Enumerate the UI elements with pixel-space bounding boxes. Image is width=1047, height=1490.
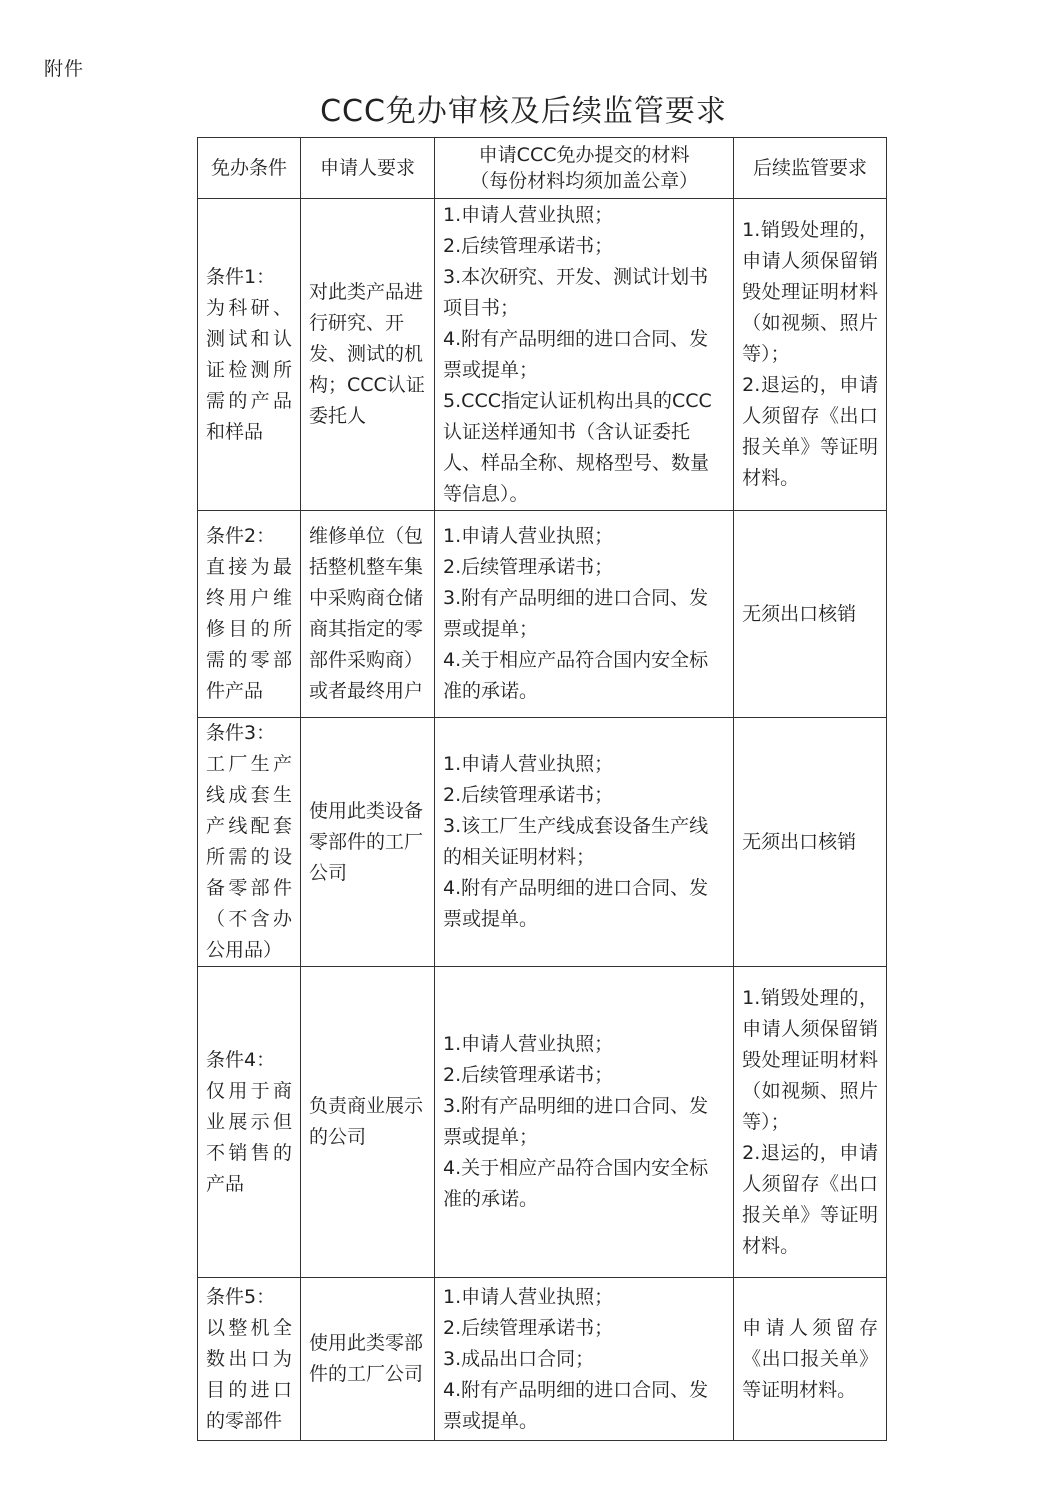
material-item: 4.关于相应产品符合国内安全标准的承诺。 (443, 649, 709, 702)
material-item: 4.附有产品明细的进口合同、发票或提单； (443, 327, 709, 381)
header-materials-title: 申请CCC免办提交的材料 (478, 144, 690, 166)
header-materials (435, 138, 734, 199)
material-item: 3.成品出口合同； (443, 1347, 595, 1370)
supervision-item: 无须出口核销 (742, 602, 857, 625)
supervision-item: 1.销毁处理的，申请人须保留销毁处理证明材料（如视频、照片等）； (742, 986, 878, 1133)
material-item: 5.CCC指定认证机构出具的CCC认证送样通知书（含认证委托人、样品全称、规格型号、数量等信息）。 (443, 389, 712, 505)
material-item: 1.申请人营业执照； (443, 1285, 614, 1308)
condition-text: 以整机全数出口为目的进口的零部件 (206, 1316, 293, 1432)
material-item: 4.附有产品明细的进口合同、发票或提单。 (443, 877, 709, 930)
condition-label: 条件1： (206, 265, 276, 288)
applicant-cell: 维修单位（包括整机整车集中采购商仓储商其指定的零部件采购商）或者最终用户 (301, 511, 435, 718)
applicant-cell: 对此类产品进行研究、开发、测试的机构；CCC认证委托人 (301, 199, 435, 511)
table-row (198, 967, 887, 1278)
supervision-cell (734, 1278, 887, 1441)
table-row (198, 1278, 887, 1441)
material-item: 4.附有产品明细的进口合同、发票或提单。 (443, 1378, 709, 1432)
condition-cell (198, 511, 301, 718)
condition-text: 为科研、测试和认证检测所需的产品和样品 (206, 296, 293, 443)
condition-cell (198, 967, 301, 1278)
table-row (198, 511, 887, 718)
supervision-cell (734, 511, 887, 718)
material-item: 2.后续管理承诺书； (443, 1064, 614, 1086)
material-item: 3.附有产品明细的进口合同、发票或提单； (443, 1095, 709, 1148)
header-applicant: 申请人要求 (301, 138, 435, 199)
applicant-cell: 负责商业展示的公司 (301, 967, 435, 1278)
material-item: 4.关于相应产品符合国内安全标准的承诺。 (443, 1157, 709, 1210)
header-materials-note: （每份材料均须加盖公章） (470, 170, 699, 192)
table-row (198, 718, 887, 967)
supervision-item: 无须出口核销 (742, 830, 857, 853)
applicant-cell: 使用此类零部件的工厂公司 (301, 1278, 435, 1441)
document-title: CCC免办审核及后续监管要求 (320, 94, 727, 129)
applicant-cell: 使用此类设备零部件的工厂公司 (301, 718, 435, 967)
supervision-cell (734, 718, 887, 967)
materials-cell (435, 1278, 734, 1441)
header-condition: 免办条件 (198, 138, 301, 199)
supervision-item: 2.退运的，申请人须留存《出口报关单》等证明材料。 (742, 374, 878, 489)
condition-label: 条件3： (206, 722, 276, 744)
condition-label: 条件4： (206, 1048, 276, 1071)
materials-cell (435, 718, 734, 967)
requirements-table (197, 137, 887, 1441)
supervision-cell (734, 967, 887, 1278)
table-row (198, 199, 887, 511)
material-item: 2.后续管理承诺书； (443, 1316, 614, 1339)
supervision-item: 申请人须留存《出口报关单》等证明材料。 (742, 1316, 878, 1401)
material-item: 3.附有产品明细的进口合同、发票或提单； (443, 587, 709, 640)
attachment-label: 附件 (44, 58, 85, 80)
materials-cell (435, 199, 734, 511)
supervision-cell (734, 199, 887, 511)
supervision-item: 2.退运的，申请人须留存《出口报关单》等证明材料。 (742, 1141, 878, 1257)
material-item: 1.申请人营业执照； (443, 525, 614, 547)
materials-cell (435, 511, 734, 718)
condition-cell (198, 1278, 301, 1441)
condition-cell (198, 718, 301, 967)
condition-label: 条件5： (206, 1285, 276, 1308)
condition-text: 直接为最终用户维修目的所需的零部件产品 (206, 556, 293, 702)
header-supervision: 后续监管要求 (734, 138, 887, 199)
table-header-row (198, 138, 887, 199)
material-item: 2.后续管理承诺书； (443, 556, 614, 578)
condition-label: 条件2： (206, 525, 276, 547)
material-item: 1.申请人营业执照； (443, 203, 614, 226)
supervision-item: 1.销毁处理的，申请人须保留销毁处理证明材料（如视频、照片等）； (742, 219, 878, 365)
condition-text: 仅用于商业展示但不销售的产品 (206, 1079, 293, 1195)
material-item: 3.该工厂生产线成套设备生产线的相关证明材料； (443, 815, 709, 868)
material-item: 3.本次研究、开发、测试计划书项目书； (443, 265, 709, 319)
material-item: 1.申请人营业执照； (443, 1033, 614, 1055)
material-item: 1.申请人营业执照； (443, 753, 614, 775)
material-item: 2.后续管理承诺书； (443, 784, 614, 806)
condition-cell (198, 199, 301, 511)
material-item: 2.后续管理承诺书； (443, 234, 614, 257)
condition-text: 工厂生产线成套生产线配套所需的设备零部件（不含办公用品） (206, 753, 293, 961)
materials-cell (435, 967, 734, 1278)
